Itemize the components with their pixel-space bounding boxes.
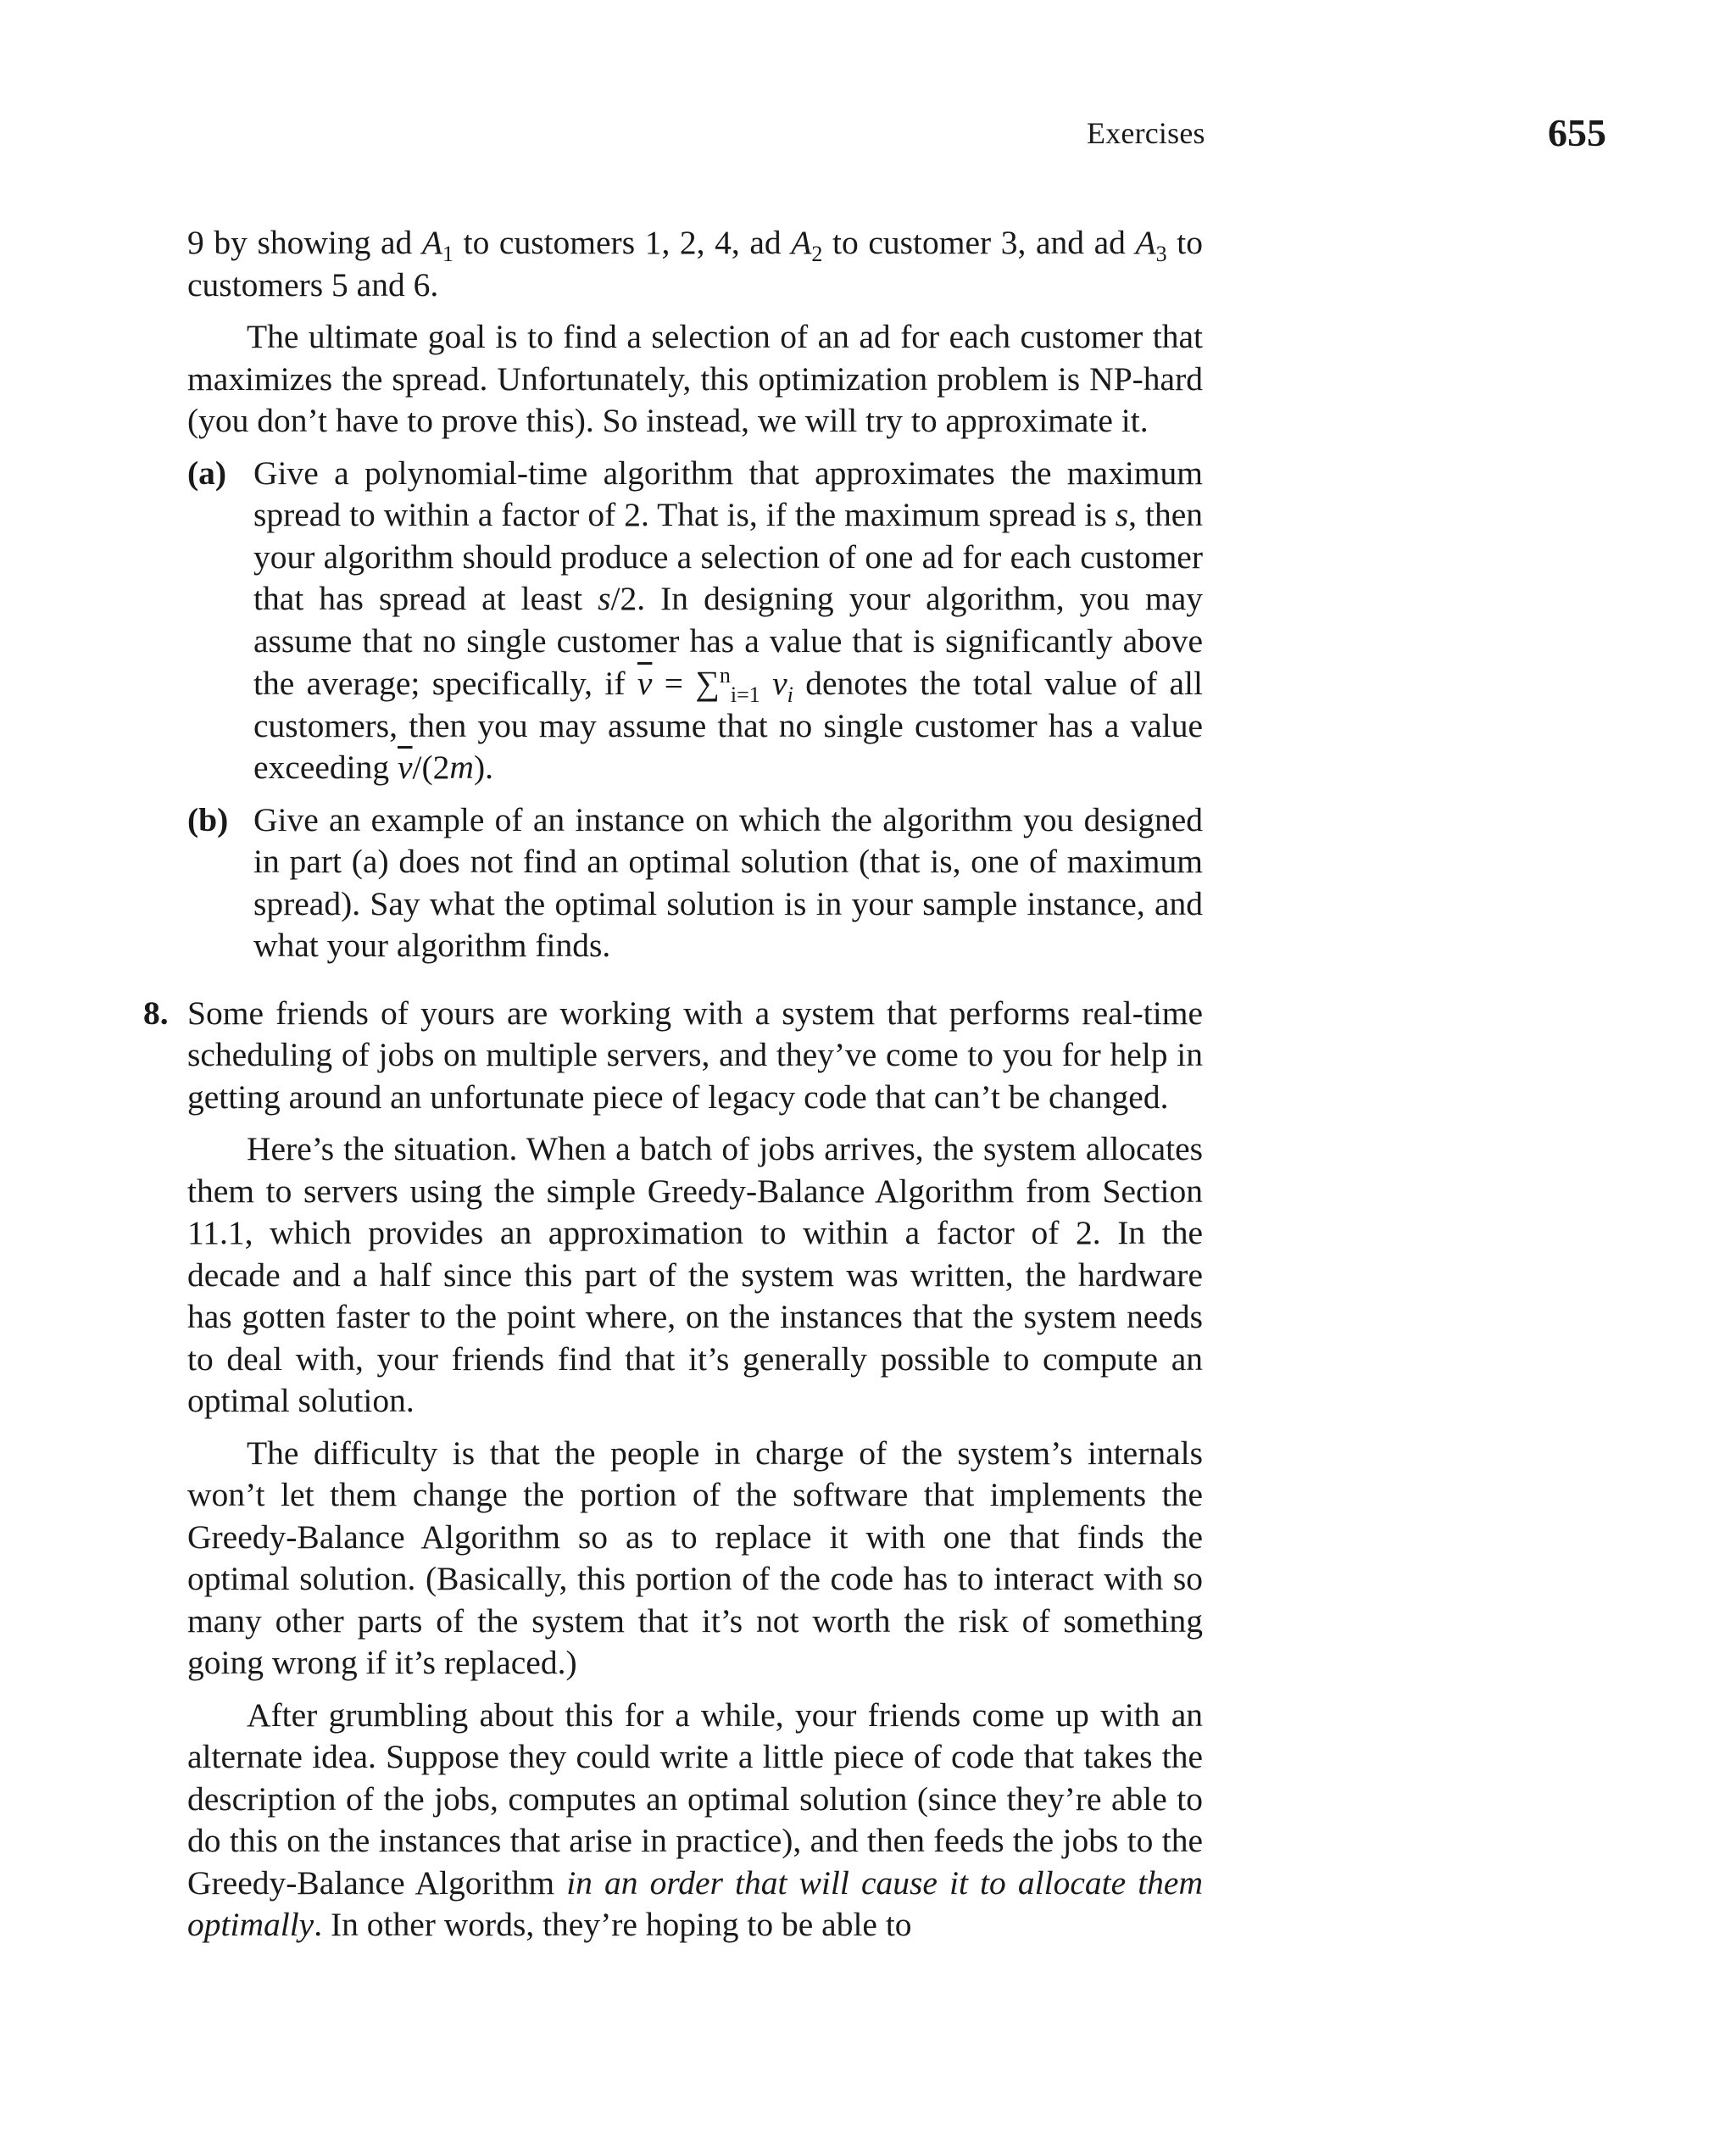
part-b: (b) Give an example of an instance on which the algorithm you designed in part (a) does not find an optimal solution (that is, one of maximum spread). Say what the optimal solution is in your sample instance, and what your algorithm finds. (187, 800, 1203, 964)
page-body (143, 222, 1204, 1957)
part-b-label: (b) (187, 800, 229, 838)
running-head: Exercises (1087, 116, 1205, 150)
exercise-8-idea: After grumbling about this for a while, your friends come up with an alternate idea. Suppose they could write a little piece of code that takes the description of the jobs, computes an optimal solution (since they’re able to do this on the instances that arise in practice), and then feeds the jobs to the Greedy-Balance Algorithm in an order that will cause it to allocate them optimally. In other words, they’re hoping to be able to (187, 1696, 1203, 1943)
part-a: (a) Give a polynomial-time algorithm that approximates the maximum spread to within a factor of 2. That is, if the maximum spread is s, then your algorithm should produce a selection of one ad for each customer that has spread at least s/2. In designing your algorithm, you may assume that no single customer has a value that is significantly above the average; specifically, if $\overline{v} = \sum^n_{i=1}$ $v_i$ denotes the total value of all customers, then you may assume that no single customer has a value exceeding $\overline{v}/(2m)$. (187, 454, 1204, 786)
goal-paragraph: The ultimate goal is to find a selection of an ad for each customer that maximizes the spread. Unfortunately, this optimization problem is NP-hard (you don’t have to prove this). So instead, we will try to approximate it. (187, 318, 1203, 439)
exercise-8-intro: Some friends of yours are working with a system that performs real-time scheduling of jobs on multiple servers, and they’ve come to you for help in getting around an unfortunate piece of legacy code that can’t be changed. (187, 994, 1203, 1116)
part-a-label: (a) (187, 454, 227, 492)
exercise-8 (143, 993, 1203, 1946)
exercise-8-situation: Here’s the situation. When a batch of jobs arrives, the system allocates them to servers using the simple Greedy-Balance Algorithm from Section 11.1, which provides an approximation to within a factor of 2. In the decade and a half since this part of the system was written, the hardware has gotten faster to the point where, on the instances that the system needs to deal with, your friends find that it’s generally possible to compute an optimal solution. (187, 1130, 1203, 1419)
exercise-8-difficulty: The difficulty is that the people in charge of the system’s internals won’t let them change the portion of the software that implements the Greedy-Balance Algorithm so as to replace it with one that finds the optimal solution. (Basically, this portion of the code has to interact with so many other parts of the system that it’s not worth the risk of something going wrong if it’s replaced.) (187, 1434, 1203, 1681)
page-number: 655 (1548, 111, 1606, 154)
continued-paragraph: 9 by showing ad $A_1$ to customers 1, 2, 4, ad $A_2$ to customer 3, and ad $A_3$ to customers 5 and 6. (187, 224, 1204, 304)
exercise-8-number: 8. (143, 994, 169, 1032)
